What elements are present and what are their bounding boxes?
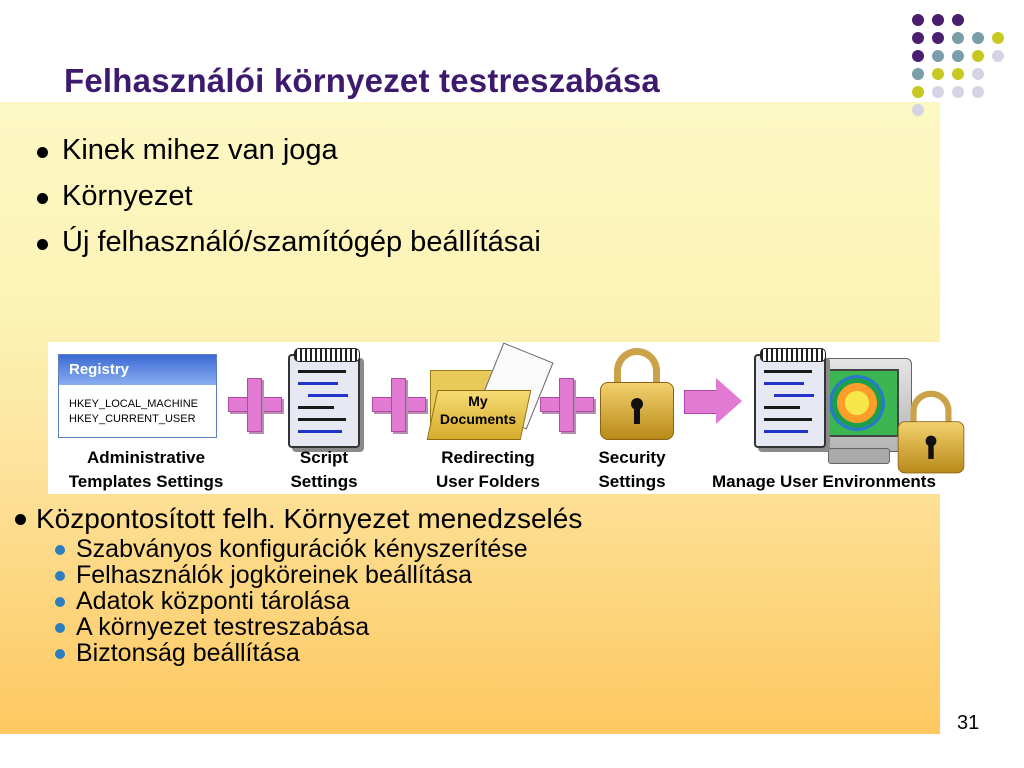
dot bbox=[912, 14, 924, 26]
script-line bbox=[298, 382, 338, 385]
sub-bullet-list bbox=[52, 536, 528, 666]
script-line bbox=[764, 430, 808, 433]
section-heading: Központosított felh. Környezet menedzselés bbox=[14, 502, 582, 536]
redirecting-folders-label bbox=[420, 446, 556, 494]
scroll-icon bbox=[760, 348, 826, 362]
dot bbox=[972, 32, 984, 44]
script-line bbox=[764, 370, 812, 373]
label-line: Settings bbox=[598, 472, 666, 491]
label-line: Redirecting bbox=[441, 448, 535, 467]
arrow-head bbox=[716, 378, 742, 424]
sub-bullet-item: Adatok központi tárolása bbox=[52, 588, 528, 614]
bullet-item: Környezet bbox=[30, 176, 541, 222]
bullet-item: Új felhasználó/szamítógép beállításai bbox=[30, 222, 541, 268]
registry-header: Registry bbox=[59, 355, 216, 385]
dot bbox=[952, 14, 964, 26]
arrow-right-icon bbox=[684, 378, 742, 424]
dot bbox=[912, 104, 924, 116]
folder-label-line: My bbox=[468, 393, 488, 409]
script-line bbox=[774, 394, 814, 397]
script-line bbox=[298, 430, 342, 433]
keyhole-slot bbox=[634, 406, 640, 424]
dot bbox=[972, 86, 984, 98]
script-document-icon bbox=[288, 354, 360, 448]
dot bbox=[952, 50, 964, 62]
dot bbox=[932, 32, 944, 44]
registry-key: HKEY_LOCAL_MACHINE bbox=[69, 398, 198, 410]
dot bbox=[952, 32, 964, 44]
dot bbox=[992, 32, 1004, 44]
dot bbox=[992, 50, 1004, 62]
script-line bbox=[298, 370, 346, 373]
flower-wallpaper-icon bbox=[829, 375, 885, 431]
script-line bbox=[764, 418, 812, 421]
page-number: 31 bbox=[957, 712, 980, 734]
registry-box bbox=[58, 354, 217, 438]
folder-label bbox=[428, 392, 528, 428]
padlock-icon bbox=[600, 348, 674, 440]
sub-bullet-item: A környezet testreszabása bbox=[52, 614, 528, 640]
dot bbox=[932, 86, 944, 98]
scroll-icon bbox=[294, 348, 360, 362]
arrow-shaft bbox=[684, 390, 718, 414]
decorative-dots bbox=[912, 14, 1012, 114]
script-settings-label bbox=[276, 446, 372, 494]
script-line bbox=[308, 394, 348, 397]
dot bbox=[932, 14, 944, 26]
script-document-icon bbox=[754, 354, 826, 448]
monitor-screen bbox=[815, 369, 899, 437]
admin-templates-label bbox=[48, 446, 244, 494]
dot bbox=[932, 50, 944, 62]
folder-label-line: Documents bbox=[439, 411, 517, 427]
security-settings-label bbox=[584, 446, 680, 494]
sub-bullet-item: Biztonság beállítása bbox=[52, 640, 528, 666]
keyhole-slot bbox=[928, 443, 933, 459]
plus-icon bbox=[228, 378, 280, 430]
plus-icon bbox=[540, 378, 592, 430]
dot bbox=[972, 50, 984, 62]
dot bbox=[912, 32, 924, 44]
dot bbox=[912, 50, 924, 62]
dot bbox=[952, 86, 964, 98]
environment-diagram bbox=[48, 342, 940, 494]
label-line: User Folders bbox=[436, 472, 540, 491]
dot bbox=[912, 68, 924, 80]
dot bbox=[972, 68, 984, 80]
padlock-icon bbox=[898, 391, 965, 474]
bullet-item: Kinek mihez van joga bbox=[30, 130, 541, 176]
dot bbox=[932, 68, 944, 80]
script-line bbox=[298, 406, 334, 409]
dot bbox=[952, 68, 964, 80]
slide-title: Felhasználói környezet testreszabása bbox=[64, 62, 660, 99]
label-line: Administrative bbox=[86, 448, 206, 467]
label-line: Script bbox=[299, 448, 349, 467]
sub-bullet-item: Szabványos konfigurációk kényszerítése bbox=[52, 536, 528, 562]
monitor-base bbox=[828, 448, 890, 464]
top-bullet-list bbox=[30, 130, 541, 268]
script-line bbox=[764, 382, 804, 385]
script-line bbox=[298, 418, 346, 421]
plus-icon bbox=[372, 378, 424, 430]
registry-key: HKEY_CURRENT_USER bbox=[69, 413, 196, 425]
label-line: Security bbox=[598, 448, 666, 467]
manage-environments-label: Manage User Environments bbox=[712, 472, 936, 491]
label-line: Settings bbox=[290, 472, 358, 491]
label-line: Templates Settings bbox=[68, 472, 224, 491]
sub-bullet-item: Felhasználók jogköreinek beállítása bbox=[52, 562, 528, 588]
script-line bbox=[764, 406, 800, 409]
dot bbox=[912, 86, 924, 98]
